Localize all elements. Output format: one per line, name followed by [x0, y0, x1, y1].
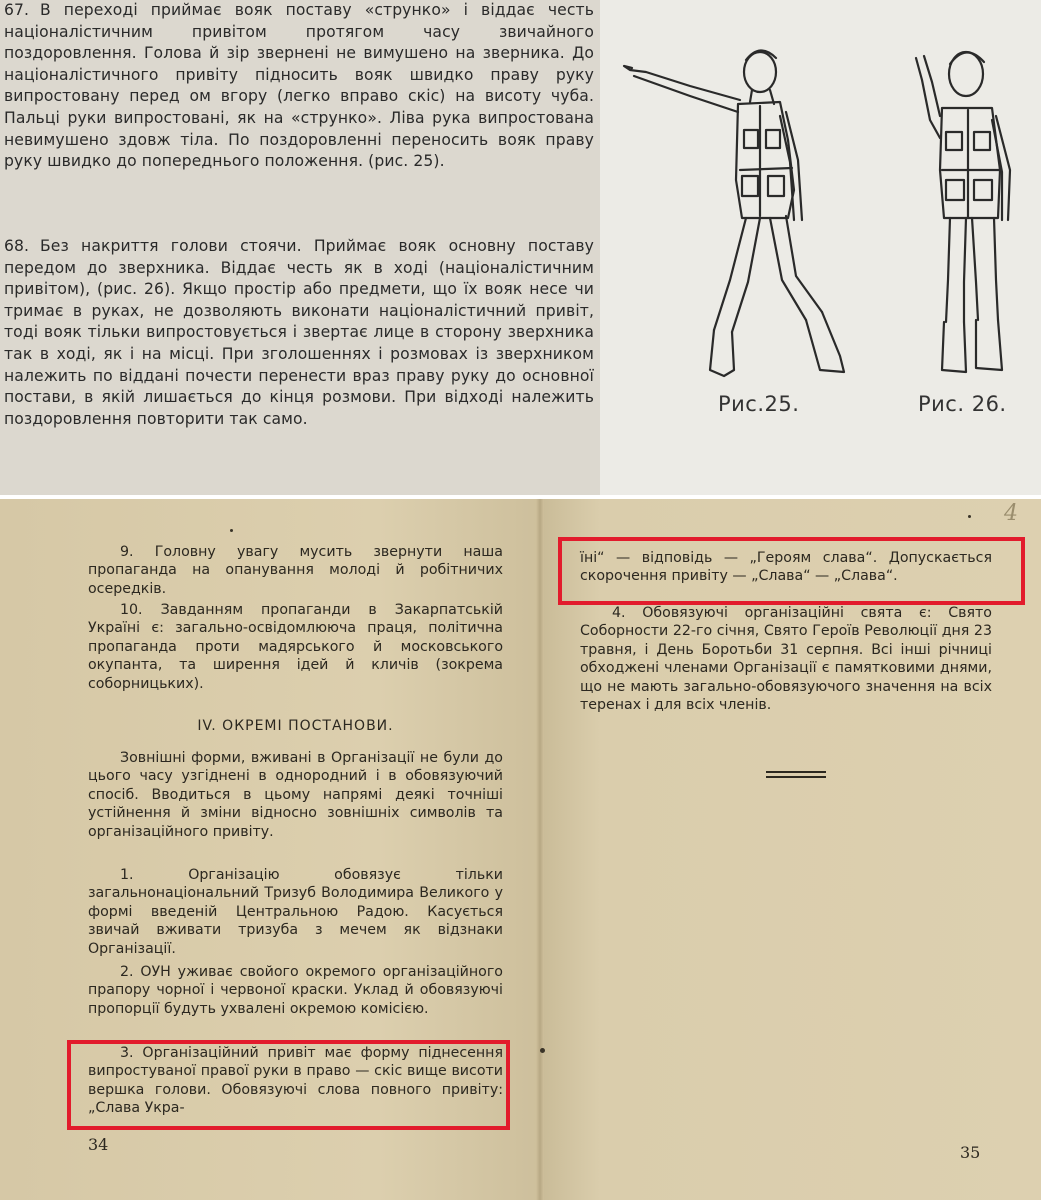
left-item-1 — [88, 866, 503, 958]
left-item-3-text: 3. Організаційний привіт має форму піднесення випростуваної правої руки в право — скіс вище висоти вершка голови. Обовязуючі слова повного привіту: „Слава Укра- — [88, 1045, 503, 1117]
paragraph-67-text: В переході приймає вояк поставу «струнко» і віддає честь націоналістичним привітом протягом часу звичайного поздоровлення. Голова й зір звернені не вимушено на зверника. До націоналістичного привіту підносить вояк швидко праву руку випростовану перед ом вгору (легко вправо скіс) на висоту чуба. Пальці руки випростовані, як на «струнко». Ліва рука випростована невимушено здовж тіла. По поздоровленні переносить вояк праву руку швидко до попереднього положення. (рис. 25). — [4, 1, 594, 171]
pencil-annotation: 4 — [1004, 501, 1018, 526]
paper-speck — [230, 529, 233, 532]
highlight-box-salute-definition — [67, 1040, 510, 1130]
left-item-2-text: 2. ОУН уживає свойого окремого організаційного прапору чорної і червоної краски. Уклад й обовязуючі пропорції будуть ухвалені окремою комісією. — [88, 964, 503, 1017]
section-heading: IV. ОКРЕМІ ПОСТАНОВИ. — [197, 718, 394, 734]
manual-text-column — [0, 0, 600, 495]
right-item-4-text: 4. Обовязуючі організаційні свята є: Свято Соборности 22-го січня, Свято Героїв Революції дня 23 травня, і День Боротьби 31 серпня. Всі інші річниці обходжені членами Організації є памятковими днями, що не мають загально-обовязуючого значення на всіх теренах і для всіх членів. — [580, 605, 992, 714]
paper-speck — [968, 515, 971, 518]
book-gutter — [536, 499, 544, 1200]
section-intro — [88, 749, 503, 841]
section-intro-text: Зовнішні форми, вживані в Організації не були до цього часу узгіднені в однородний і в обовязуючий спосіб. Вводиться в цьому напрямі деякі точніші устійнення й зміни відносно зовнішніх символів та організаційного привіту. — [88, 750, 503, 840]
paragraph-68-number: 68. — [4, 237, 30, 255]
book-spread-scan — [0, 499, 1041, 1200]
paragraph-67-number: 67. — [4, 1, 30, 19]
figure-26-standing-salute — [896, 20, 1036, 410]
right-continuation: їні“ — відповідь — „Героям слава“. Допускається скорочення привіту — „Слава“ — „Слава“. — [580, 550, 992, 585]
left-item-9-text: 9. Головну увагу мусить звернути наша пропаганда на опанування молоді й робітничих осередків. — [88, 544, 503, 597]
page-number-left: 34 — [88, 1135, 109, 1154]
manual-scan — [0, 0, 1041, 495]
section-end-rule — [766, 771, 826, 773]
right-item-4 — [580, 604, 992, 714]
paragraph-68 — [4, 236, 594, 430]
left-item-2 — [88, 963, 503, 1018]
left-item-9 — [88, 543, 503, 598]
paragraph-68-text: Без накриття голови стоячи. Приймає вояк основну поставу передом до зверхника. Віддає честь як в ході (націоналістичним привітом), (рис. 26). Якщо простір або предмети, що їх вояк несе чи тримає в руках, не дозволяють виконати націоналістичний привіт, тоді вояк тільки випростовується і звертає лице в сторону зверхника так в ході, як і на місці. При зголошеннях і розмовах із зверхником належить по віддані почести перенести враз праву руку до основної постави, в якій лишається до кінця розмови. При відході належить поздоровлення повторити так само. — [4, 237, 594, 428]
salute-illustrations — [600, 0, 1041, 495]
paper-speck — [540, 1048, 545, 1053]
left-item-10 — [88, 601, 503, 693]
figure-25-caption: Рис.25. — [718, 392, 800, 416]
paragraph-67 — [4, 0, 594, 173]
figure-25-marching-salute — [610, 20, 870, 410]
left-item-10-text: 10. Завданням пропаганди в Закарпатській Україні є: загально-освідомлююча праця, політична пропаганда проти мадярського й московського окупанта, та ширення ідей й кличів (зокрема соборницьких). — [88, 602, 503, 692]
left-item-1-text: 1. Організацію обовязує тільки загальнонаціональний Тризуб Володимира Великого у формі введеній Центральною Радою. Касується звичай вживати тризуба з мечем як відзнаки Організації. — [88, 867, 503, 957]
figure-26-caption: Рис. 26. — [918, 392, 1007, 416]
highlight-box-salute-response — [558, 537, 1025, 605]
section-end-rule — [766, 776, 826, 778]
page-number-right: 35 — [960, 1143, 981, 1162]
